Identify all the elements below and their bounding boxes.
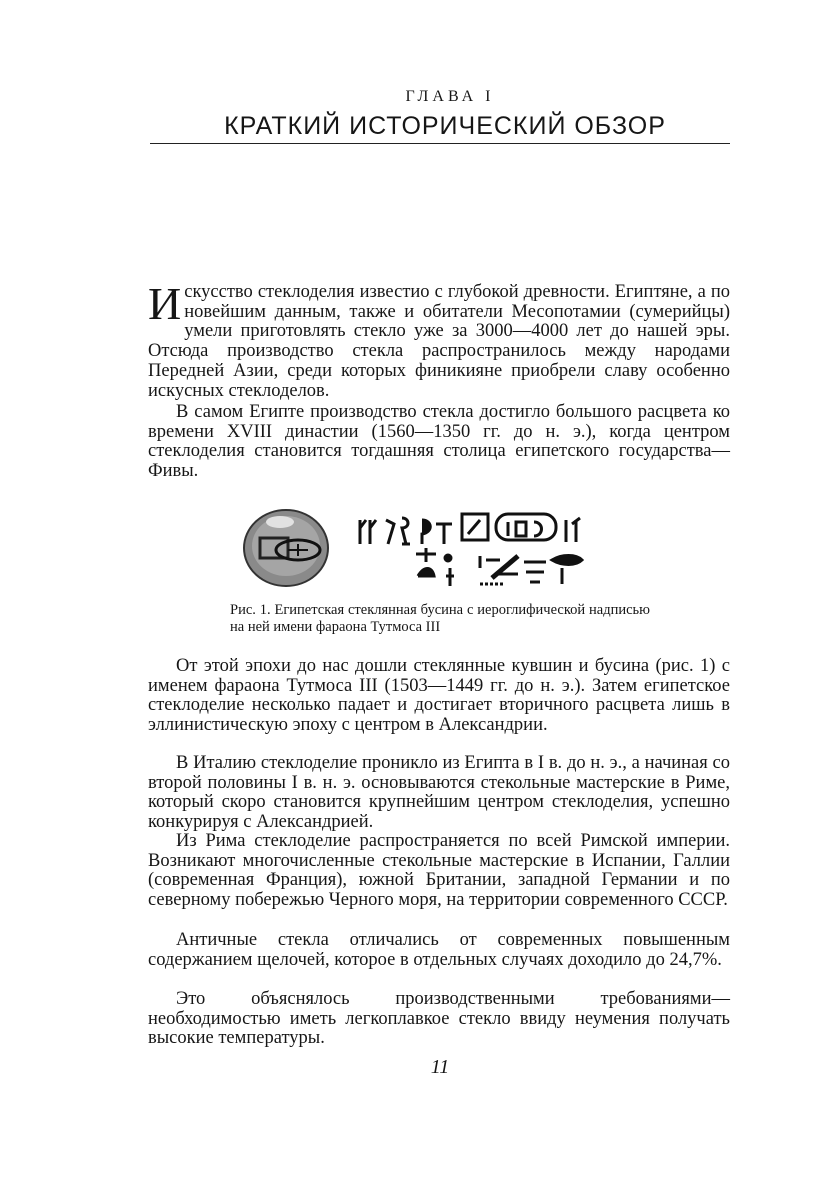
drop-cap-letter: И bbox=[148, 278, 182, 329]
paragraph-intro bbox=[148, 278, 730, 401]
paragraph-rome: Из Рима стеклоделие распространяется по всей Римской империи. Возникают многочисленные стекольные мастерские в Испании, Галлии (современная Франция), южной Британии, западной Германии и по северному побережью Черного моря, на территории современного СССР. bbox=[148, 831, 730, 911]
bead-hieroglyph-illustration bbox=[240, 500, 640, 600]
chapter-label: ГЛАВА I bbox=[405, 88, 495, 105]
chapter-title: КРАТКИЙ ИСТОРИЧЕСКИЙ ОБЗОР bbox=[224, 112, 666, 140]
title-divider bbox=[150, 143, 730, 144]
paragraph-thutmose: От этой эпохи до нас дошли стеклянные кувшин и бусина (рис. 1) с именем фараона Тутмоса III (1503—1449 гг. до н. э.). Затем египетское стеклоделие несколько падает и достигает вторичного расцвета лишь в эллинистическую эпоху с центром в Александрии. bbox=[148, 656, 730, 736]
paragraph-production: Это объяснялось производственными требованиями—необходимостью иметь легкоплавкое стекло ввиду неумения получать высокие температуры. bbox=[148, 989, 730, 1049]
figure-bead-hieroglyphs bbox=[240, 500, 640, 600]
paragraph-antique-glass: Античные стекла отличались от современных повышенным содержанием щелочей, которое в отдельных случаях доходило до 24,7%. bbox=[148, 930, 730, 970]
page-number: 11 bbox=[430, 1056, 450, 1078]
paragraph-egypt: В самом Египте производство стекла достигло большого расцвета ко времени XVIII династии (1560—1350 гг. до н. э.), когда центром стеклоделия становится тогдашняя столица египетского государства—Фивы. bbox=[148, 402, 730, 482]
figure-caption: Рис. 1. Египетская стеклянная бусина с иероглифической надписью на ней имени фараона Тутмоса III bbox=[230, 602, 650, 635]
paragraph-intro-text: скусство стеклоделия известио с глубокой древности. Египтяне, а по новейшим данным, также и обитатели Месопотамии (сумерийцы) умели приготовлять стекло уже за 3000—4000 лет до нашей эры. Отсюда производство стекла распространилось между народами Передней Азии, среди которых финикияне приобрели славу особенно искусных стеклоделов. bbox=[148, 282, 730, 401]
paragraph-italy: В Италию стеклоделие проникло из Египта в I в. до н. э., а начиная со второй половины I в. н. э. основываются стекольные мастерские в Риме, который скоро становится крупнейшим центром стеклоделия, успешно конкурируя с Александрией. bbox=[148, 753, 730, 833]
